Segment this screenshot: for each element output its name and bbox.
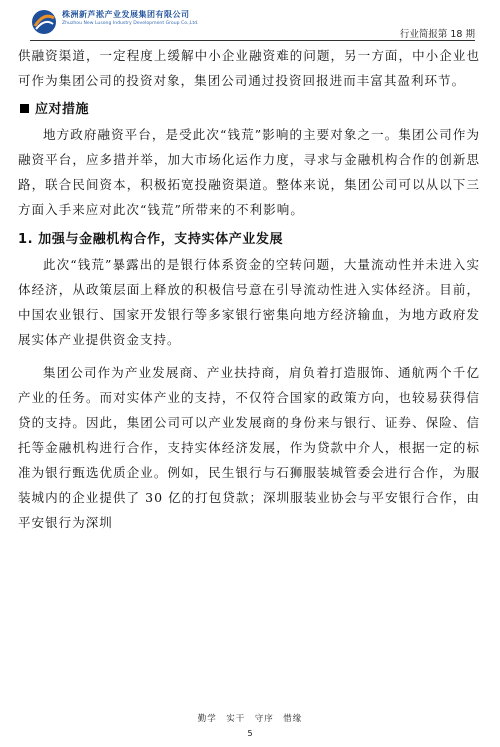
footer-motto: 勤学 实干 守序 惜缘 (197, 714, 303, 724)
subsection-heading: 1. 加强与金融机构合作，支持实体产业发展 (18, 232, 284, 248)
square-bullet-icon (20, 104, 29, 113)
page-number: 5 (247, 729, 253, 738)
paragraph-2: 集团公司作为产业发展商、产业扶持商，肩负着打造服饰、通航两个千亿产业的任务。而对实体产业的支持，不仅符合国家的政策方向，也较易获得信贷的支持。因此，集团公司可以产业发展商的身份来与银行、证券、保险、信托等金融机构进行合作，支持实体经济发展，作为贷款中介人，根据一定的标准为银行甄选优质企业。例如，民生银行与石狮服装城管委会进行合作，为服装城内的企业提供了 30 亿的打包贷款；深圳服装业协会与平安银行合作，由平安银行为深圳 (18, 365, 480, 530)
paragraph-1: 此次“钱荒”暴露出的是银行体系资金的空转问题，大量流动性并未进入实体经济，从政策层面上释放的积极信号意在引导流动性进入实体经济。目前，中国农业银行、国家开发银行等多家银行密集向地方经济输血，为地方政府发展实体产业提供资金支持。 (18, 257, 480, 348)
paragraph-spacer (18, 353, 480, 361)
section-title: 应对措施 (35, 101, 90, 117)
company-logo-text (62, 9, 199, 26)
report-issue-number: 行业简报第 18 期 (399, 29, 475, 40)
page-header (30, 6, 475, 41)
company-logo-icon (30, 8, 58, 36)
section-heading (18, 96, 480, 123)
paragraph-intro: 地方政府融资平台，是受此次“钱荒”影响的主要对象之一。集团公司作为融资平台，应多措并举，加大市场化运作力度，寻求与金融机构合作的创新思路，联合民间资本，积极拓宽投融资渠道。整体来说，集团公司可以从以下三方面入手来应对此次“钱荒”所带来的不利影响。 (18, 126, 480, 217)
document-body (18, 44, 480, 535)
company-name-cn: 株洲新芦淞产业发展集团有限公司 (62, 10, 190, 19)
paragraph-continued: 供融资渠道，一定程度上缓解中小企业融资难的问题，另一方面，中小企业也可作为集团公司的投资对象，集团公司通过投资回报进而丰富其盈利环节。 (18, 48, 480, 88)
company-name-en: Zhuzhou New Lusong Industry Development Group Co.,Ltd. (62, 21, 199, 26)
